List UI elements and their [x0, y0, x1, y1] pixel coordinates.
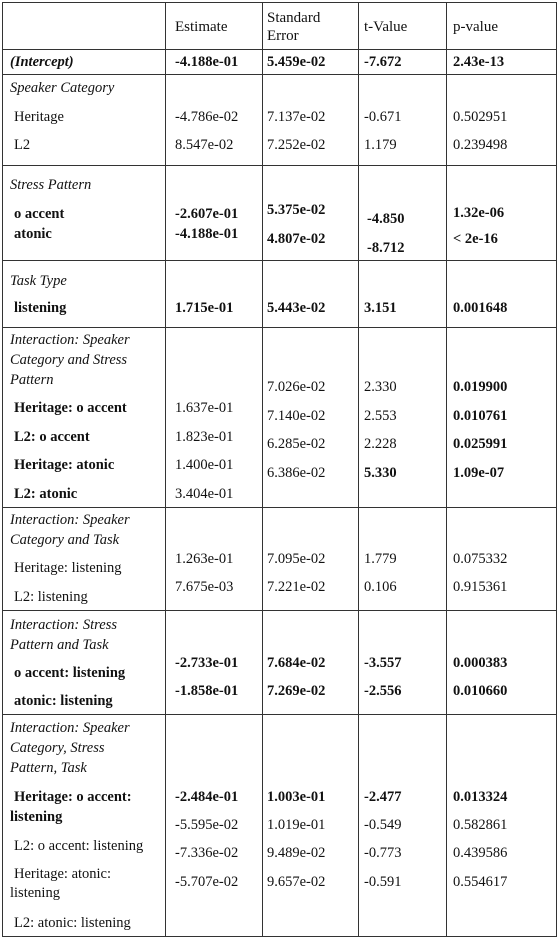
int1-heritage-atonic-se: 6.285e-02	[267, 436, 326, 452]
section-title-int-stress-task-l2: Pattern and Task	[10, 637, 109, 653]
stress-atonic-se: 4.807e-02	[267, 231, 326, 247]
int1-heritage-atonic-estimate: 1.400e-01	[175, 457, 234, 473]
int3-atonic-listening-p: 0.010660	[453, 683, 508, 699]
speaker-l2-label: L2	[14, 137, 31, 153]
stress-o-accent-p: 1.32e-06	[453, 205, 505, 221]
int1-l2-atonic-t: 5.330	[364, 465, 397, 481]
int2-heritage-listening-estimate: 1.263e-01	[175, 551, 234, 567]
int3-o-accent-listening-se: 7.684e-02	[267, 655, 326, 671]
int4-heritage-o-accent-se: 1.003e-01	[267, 789, 326, 805]
int1-l2-o-accent-t: 2.553	[364, 408, 397, 424]
speaker-l2-estimate: 8.547e-02	[175, 137, 234, 153]
int4-heritage-atonic-p: 0.439586	[453, 845, 508, 861]
int4-heritage-atonic-label-l1: Heritage: atonic:	[14, 866, 112, 882]
stress-atonic-p: < 2e-16	[453, 231, 498, 247]
header-t-value: t-Value	[364, 19, 408, 35]
int4-l2-atonic-estimate: -5.707e-02	[175, 874, 239, 890]
int1-heritage-atonic-label: Heritage: atonic	[14, 457, 115, 473]
row-border-int-spk-stress	[2, 327, 557, 328]
speaker-heritage-se: 7.137e-02	[267, 109, 326, 125]
int1-l2-o-accent-label: L2: o accent	[14, 429, 90, 445]
int2-l2-listening-p: 0.915361	[453, 579, 508, 595]
int1-heritage-o-accent-p: 0.019900	[453, 379, 508, 395]
int4-heritage-o-accent-label-l2: listening	[10, 809, 63, 825]
int3-o-accent-listening-estimate: -2.733e-01	[175, 655, 239, 671]
int4-l2-atonic-label: L2: atonic: listening	[14, 915, 131, 931]
task-listening-estimate: 1.715e-01	[175, 300, 234, 316]
int4-l2-o-accent-label: L2: o accent: listening	[14, 838, 144, 854]
task-listening-t: 3.151	[364, 300, 397, 316]
int4-heritage-o-accent-t: -2.477	[364, 789, 402, 805]
int2-heritage-listening-label: Heritage: listening	[14, 560, 122, 576]
stress-o-accent-se: 5.375e-02	[267, 202, 326, 218]
int3-atonic-listening-label: atonic: listening	[14, 693, 113, 709]
speaker-l2-t: 1.179	[364, 137, 397, 153]
section-title-int-three-l1: Interaction: Speaker	[10, 720, 130, 736]
int4-heritage-atonic-t: -0.773	[364, 845, 402, 861]
section-title-int-spk-stress-l3: Pattern	[10, 372, 54, 388]
int1-heritage-o-accent-t: 2.330	[364, 379, 397, 395]
speaker-heritage-estimate: -4.786e-02	[175, 109, 239, 125]
speaker-l2-se: 7.252e-02	[267, 137, 326, 153]
row-border-stress-pattern	[2, 165, 557, 166]
intercept-p: 2.43e-13	[453, 54, 505, 70]
int1-l2-o-accent-p: 0.010761	[453, 408, 508, 424]
section-title-int-three-l3: Pattern, Task	[10, 760, 87, 776]
task-listening-label: listening	[14, 300, 67, 316]
int2-heritage-listening-t: 1.779	[364, 551, 397, 567]
stress-o-accent-t: -4.850	[367, 211, 405, 227]
section-title-speaker-category: Speaker Category	[10, 80, 115, 96]
int4-l2-atonic-p: 0.554617	[453, 874, 508, 890]
stress-atonic-label: atonic	[14, 226, 52, 242]
int2-l2-listening-t: 0.106	[364, 579, 397, 595]
int4-l2-o-accent-t: -0.549	[364, 817, 402, 833]
int1-l2-o-accent-estimate: 1.823e-01	[175, 429, 234, 445]
int4-l2-o-accent-se: 1.019e-01	[267, 817, 326, 833]
speaker-heritage-p: 0.502951	[453, 109, 508, 125]
int4-heritage-atonic-se: 9.489e-02	[267, 845, 326, 861]
stress-o-accent-label: o accent	[14, 206, 65, 222]
int4-heritage-atonic-estimate: -7.336e-02	[175, 845, 239, 861]
int2-l2-listening-se: 7.221e-02	[267, 579, 326, 595]
header-standard-error-line2: Error	[267, 28, 299, 44]
section-title-int-stress-task-l1: Interaction: Stress	[10, 617, 117, 633]
row-border-speaker-category	[2, 74, 557, 75]
regression-table	[2, 2, 557, 936]
stress-atonic-t: -8.712	[367, 240, 405, 256]
col-border-1	[165, 2, 166, 936]
intercept-label: (Intercept)	[10, 54, 74, 70]
int1-l2-atonic-p: 1.09e-07	[453, 465, 505, 481]
int4-heritage-o-accent-estimate: -2.484e-01	[175, 789, 239, 805]
section-title-stress-pattern: Stress Pattern	[10, 177, 92, 193]
section-title-int-spk-task-l1: Interaction: Speaker	[10, 512, 130, 528]
col-border-4	[446, 2, 447, 936]
speaker-heritage-label: Heritage	[14, 109, 64, 125]
col-border-3	[358, 2, 359, 936]
stress-atonic-estimate: -4.188e-01	[175, 226, 239, 242]
int1-l2-atonic-estimate: 3.404e-01	[175, 486, 234, 502]
int2-heritage-listening-p: 0.075332	[453, 551, 508, 567]
speaker-heritage-t: -0.671	[364, 109, 402, 125]
row-border-int-spk-task	[2, 507, 557, 508]
row-border-task-type	[2, 260, 557, 261]
int4-l2-o-accent-estimate: -5.595e-02	[175, 817, 239, 833]
header-standard-error-line1: Standard	[267, 10, 321, 26]
col-border-2	[262, 2, 263, 936]
row-border-header	[2, 2, 557, 3]
int3-atonic-listening-estimate: -1.858e-01	[175, 683, 239, 699]
section-title-int-three-l2: Category, Stress	[10, 740, 105, 756]
int1-heritage-o-accent-label: Heritage: o accent	[14, 400, 127, 416]
intercept-se: 5.459e-02	[267, 54, 326, 70]
int3-o-accent-listening-label: o accent: listening	[14, 665, 126, 681]
int3-atonic-listening-se: 7.269e-02	[267, 683, 326, 699]
intercept-estimate: -4.188e-01	[175, 54, 239, 70]
int4-l2-atonic-se: 9.657e-02	[267, 874, 326, 890]
int4-l2-o-accent-p: 0.582861	[453, 817, 508, 833]
header-estimate: Estimate	[175, 19, 228, 35]
speaker-l2-p: 0.239498	[453, 137, 508, 153]
section-title-int-spk-stress-l2: Category and Stress	[10, 352, 128, 368]
intercept-t: -7.672	[364, 54, 402, 70]
task-listening-p: 0.001648	[453, 300, 508, 316]
int4-heritage-o-accent-label-l1: Heritage: o accent:	[14, 789, 132, 805]
header-p-value: p-value	[453, 19, 498, 35]
int2-l2-listening-label: L2: listening	[14, 589, 88, 605]
section-title-int-spk-stress-l1: Interaction: Speaker	[10, 332, 130, 348]
int3-o-accent-listening-p: 0.000383	[453, 655, 508, 671]
int1-heritage-o-accent-se: 7.026e-02	[267, 379, 326, 395]
col-border-right	[556, 2, 557, 936]
int3-o-accent-listening-t: -3.557	[364, 655, 402, 671]
int1-l2-atonic-label: L2: atonic	[14, 486, 78, 502]
int1-heritage-o-accent-estimate: 1.637e-01	[175, 400, 234, 416]
col-border-left	[2, 2, 3, 936]
section-title-task-type: Task Type	[10, 273, 67, 289]
stress-o-accent-estimate: -2.607e-01	[175, 206, 239, 222]
int4-heritage-o-accent-p: 0.013324	[453, 789, 508, 805]
int2-l2-listening-estimate: 7.675e-03	[175, 579, 234, 595]
int3-atonic-listening-t: -2.556	[364, 683, 402, 699]
section-title-int-spk-task-l2: Category and Task	[10, 532, 120, 548]
int4-heritage-atonic-label-l2: listening	[10, 885, 60, 901]
int2-heritage-listening-se: 7.095e-02	[267, 551, 326, 567]
int1-heritage-atonic-t: 2.228	[364, 436, 397, 452]
task-listening-se: 5.443e-02	[267, 300, 326, 316]
int1-l2-atonic-se: 6.386e-02	[267, 465, 326, 481]
int4-l2-atonic-t: -0.591	[364, 874, 402, 890]
int1-l2-o-accent-se: 7.140e-02	[267, 408, 326, 424]
row-border-int-stress-task	[2, 610, 557, 611]
row-border-intercept	[2, 49, 557, 50]
int1-heritage-atonic-p: 0.025991	[453, 436, 508, 452]
